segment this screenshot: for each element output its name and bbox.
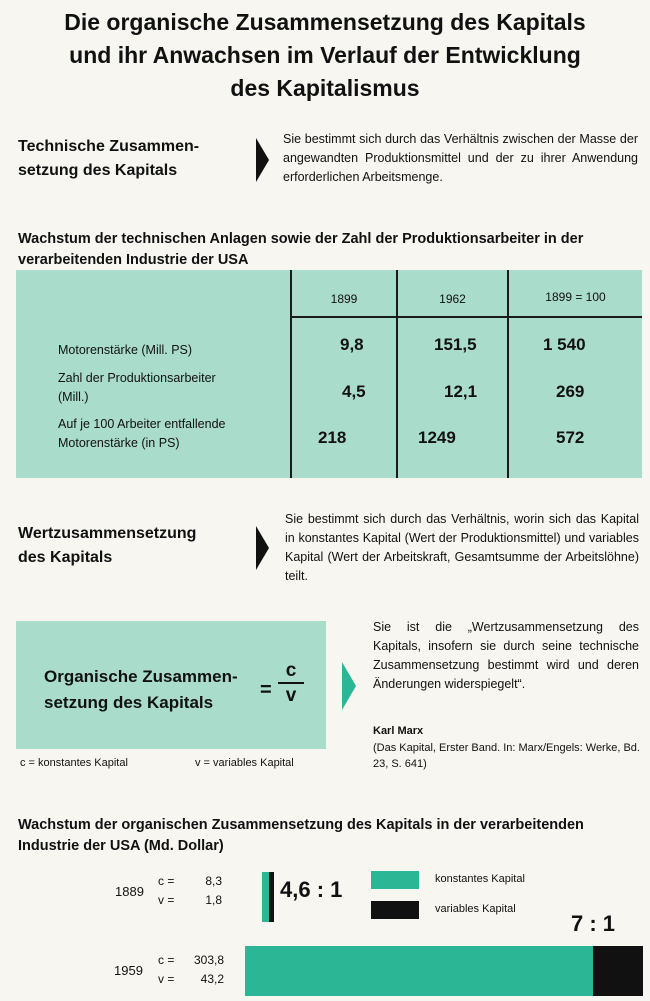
formula-equals: = (260, 679, 272, 701)
legend-swatch-variable (371, 901, 419, 919)
cell-motor-1962: 151,5 (434, 335, 477, 354)
quote-source: (Das Kapital, Erster Band. In: Marx/Engels: Werke, Bd. 23, S. 641) (373, 742, 640, 770)
year-1959: 1959 (114, 963, 143, 978)
organic-label-line-2: setzung des Kapitals (44, 693, 214, 712)
legend-swatch-constant (371, 871, 419, 889)
technical-growth-table (16, 270, 642, 478)
marx-quote: Sie ist die „Wertzusammensetzung des Kapitals, insofern sie durch seine technische Zusammensetzung bestimmt wird und deren Änderungen widerspiegelt“. (373, 620, 639, 691)
value-heading-line-1: Wertzusammensetzung (18, 525, 197, 542)
quote-author: Karl Marx (373, 725, 424, 737)
ratio-1889: 4,6 : 1 (280, 877, 343, 902)
cell-motor-index: 1 540 (543, 335, 586, 354)
cell-motor-1899: 9,8 (340, 335, 364, 354)
cell-per-worker-1899: 218 (318, 428, 347, 447)
technical-heading-line-1: Technische Zusammen- (18, 138, 200, 155)
year-1889: 1889 (115, 884, 144, 899)
table-heading: Wachstum der technischen Anlagen sowie der Zahl der Produktionsarbeiter in der verarbeitenden Industrie der USA (18, 231, 584, 268)
ratio-1959: 7 : 1 (571, 911, 616, 936)
row-label-per-worker-line-2: Motorenstärke (in PS) (58, 436, 180, 450)
formula-denominator: v (285, 685, 297, 706)
technical-heading (18, 135, 199, 183)
row-label-per-worker-line-1: Auf je 100 Arbeiter entfallende (58, 417, 226, 431)
legend-v: v = variables Kapital (195, 757, 294, 769)
organic-composition-label (44, 664, 238, 716)
bar-constant-1959 (245, 946, 593, 996)
legend-c: c = konstantes Kapital (20, 757, 128, 769)
cell-per-worker-index: 572 (556, 428, 585, 447)
formula-numerator: c (285, 660, 297, 681)
cell-per-worker-1962: 1249 (418, 428, 456, 447)
row-label-workers (58, 369, 216, 407)
values-1889 (158, 872, 222, 910)
v-value-1889: 1,8 (205, 893, 222, 907)
organic-label-line-1: Organische Zusammen- (44, 667, 238, 686)
technical-heading-line-2: setzung des Kapitals (18, 162, 178, 179)
arrow-right-icon (256, 526, 269, 570)
value-description: Sie bestimmt sich durch das Verhältnis, worin sich das Kapital in konstantes Kapital (Wert der Produktionsmittel) und variables Kapital (Wert der Arbeitskraft, Gesamtsumme der Arbeitslöhne) teilt. (285, 512, 639, 583)
legend-constant-label: konstantes Kapital (435, 873, 525, 885)
growth-heading: Wachstum der organischen Zusammensetzung des Kapitals in der verarbeitenden Industrie der USA (Md. Dollar) (18, 817, 584, 854)
v-value-1959: 43,2 (200, 972, 224, 986)
title-line-1: Die organische Zusammensetzung des Kapitals (64, 9, 586, 35)
value-heading (18, 522, 196, 570)
v-label: v = (158, 972, 175, 986)
bar-constant-1889 (262, 872, 269, 922)
formula-fraction (278, 661, 304, 707)
c-value-1889: 8,3 (205, 874, 222, 888)
technical-description: Sie bestimmt sich durch das Verhältnis zwischen der Masse der angewandten Produktionsmittel und der zu ihrer Anwendung erforderlichen Arbeitsmenge. (283, 132, 638, 184)
values-1959 (158, 951, 224, 989)
row-label-motor: Motorenstärke (Mill. PS) (58, 343, 193, 357)
page-title (20, 6, 630, 105)
bar-variable-1889 (269, 872, 274, 922)
arrow-right-icon (342, 662, 356, 710)
title-line-3: des Kapitalismus (230, 75, 420, 101)
table-divider (292, 316, 642, 318)
c-label: c = (158, 874, 175, 888)
column-header-index: 1899 = 100 (545, 290, 606, 304)
row-label-workers-line-2: (Mill.) (58, 390, 89, 404)
row-label-workers-line-1: Zahl der Produktionsarbeiter (58, 371, 216, 385)
cell-workers-1899: 4,5 (342, 382, 366, 401)
value-heading-line-2: des Kapitals (18, 549, 113, 566)
column-header-1962: 1962 (439, 292, 466, 306)
row-label-per-worker (58, 415, 225, 453)
c-value-1959: 303,8 (193, 953, 224, 967)
title-line-2: und ihr Anwachsen im Verlauf der Entwicklung (69, 42, 581, 68)
legend-variable-label: variables Kapital (435, 903, 516, 915)
v-label: v = (158, 893, 175, 907)
cell-workers-1962: 12,1 (444, 382, 478, 401)
c-label: c = (158, 953, 175, 967)
cell-workers-index: 269 (556, 382, 585, 401)
bar-variable-1959 (593, 946, 643, 996)
arrow-right-icon (256, 138, 269, 182)
fraction-bar (278, 682, 304, 684)
column-header-1899: 1899 (330, 292, 358, 306)
